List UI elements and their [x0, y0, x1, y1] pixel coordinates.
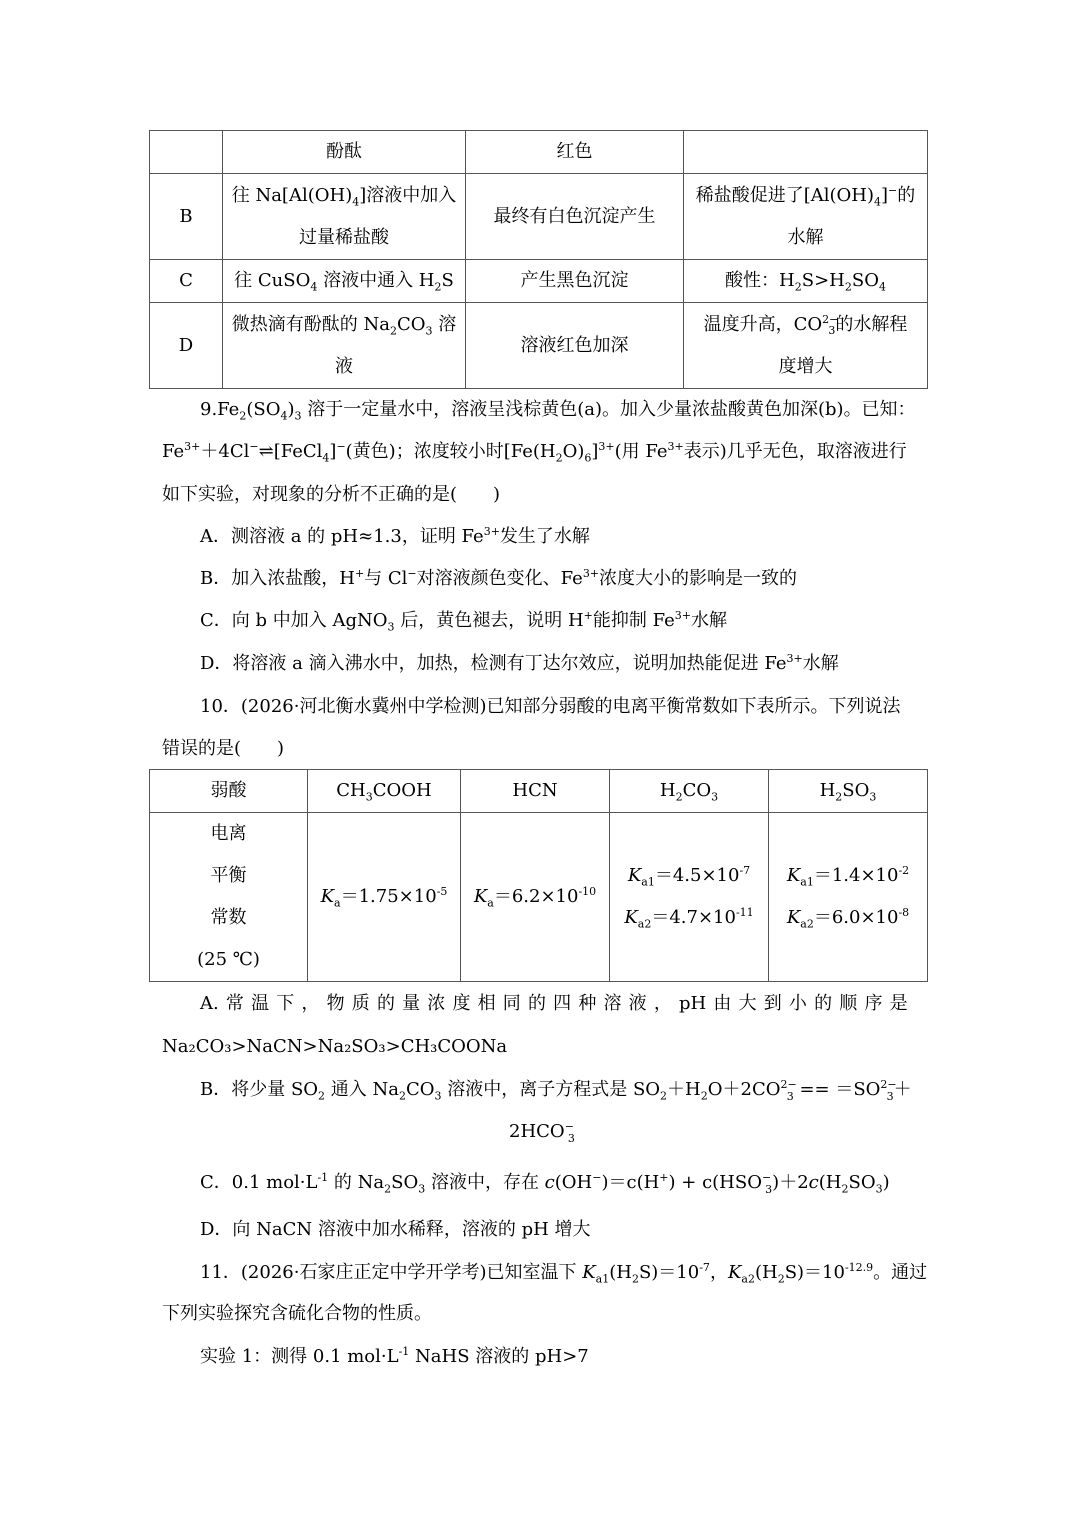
conclusion-cell: 酸性：$H_2S>H_2SO_4$ — [684, 260, 928, 303]
q9-option-a: A．测溶液 a 的 pH≈1.3，证明 $Fe^{3+}$发生了水解 — [200, 525, 590, 547]
value-cell: $K_{a1}=1.4\times 10^{-2}$ $K_{a2}=6.0\times 10^{-8}$ — [769, 813, 928, 982]
q10-option-a-line2: Na₂CO₃>NaCN>Na₂SO₃>CH₃COONa — [162, 1036, 508, 1057]
q10-option-a-word: 液 — [628, 993, 647, 1014]
phenomenon-cell: 红色 — [466, 131, 684, 174]
q10-option-a-word: 溶 — [603, 993, 622, 1014]
row-label-cell: 电离 平衡 常数 (25 ℃) — [150, 813, 308, 982]
experiment-table — [149, 130, 928, 389]
q10-option-d: D．向 NaCN 溶液中加水稀释，溶液的 pH 增大 — [200, 1219, 591, 1240]
q10-option-a-word: 相 — [477, 993, 496, 1014]
header-cell: 弱酸 — [150, 770, 308, 813]
value-cell: $K_a=1.75\times 10^{-5}$ — [308, 813, 461, 982]
table-row — [150, 303, 928, 389]
q10-option-a-word: 常 — [225, 993, 244, 1014]
q10-option-a-word: 是 — [889, 993, 908, 1014]
q10-option-b-line2: $2HCO^-_3$ — [509, 1120, 575, 1145]
operation-cell: 往 $Na[Al(OH)_4]$溶液中加入 过量稀盐酸 — [223, 174, 466, 260]
table-row — [150, 813, 928, 982]
q10-option-a-word: 序 — [864, 993, 883, 1014]
header-cell: $H_2CO_3$ — [610, 770, 769, 813]
q11-stem-line2: 下列实验探究含硫化合物的性质。 — [162, 1303, 432, 1324]
q10-option-a-word: 种 — [578, 993, 597, 1014]
q10-option-a-word: 的 — [376, 993, 395, 1014]
q10-option-a-word: 质 — [351, 993, 370, 1014]
q10-option-a-word: 温 — [251, 993, 270, 1014]
option-cell: C — [150, 260, 223, 303]
acid-constant-table — [149, 769, 928, 982]
table-row — [150, 260, 928, 303]
q10-option-a-word: 大 — [738, 993, 757, 1014]
q10-stem-line1: 10．(2026·河北衡水冀州中学检测)已知部分弱酸的电离平衡常数如下表所示。下列说法 — [200, 696, 901, 717]
q10-option-a-word: 同 — [502, 993, 521, 1014]
q10-option-a-word: ， — [301, 993, 320, 1014]
q10-option-a-word: 到 — [763, 993, 782, 1014]
q10-option-a-word: pH — [679, 993, 707, 1014]
q10-option-a-word: 小 — [788, 993, 807, 1014]
q10-option-a-word: ， — [653, 993, 672, 1014]
operation-cell: 往 CuSO$_4$ 溶液中通入 $H_2S$ — [223, 260, 466, 303]
q9-option-b: B．加入浓盐酸，H+与 Cl−对溶液颜色变化、$Fe^{3+}$浓度大小的影响是一致的 — [200, 567, 798, 589]
phenomenon-cell: 溶液红色加深 — [466, 303, 684, 389]
q11-stem-line1: 11．(2026·石家庄正定中学开学考)已知室温下 $K_{a1}(H_2S)=10^{-7}$，$K_{a2}(H_2S)=10^{-12.9}$。通过 — [200, 1261, 928, 1286]
operation-cell: 微热滴有酚酞的 $Na_2CO_3$ 溶 液 — [223, 303, 466, 389]
table-row — [150, 131, 928, 174]
q10-option-a-word: 由 — [713, 993, 732, 1014]
option-cell: B — [150, 174, 223, 260]
value-cell: $K_a=6.2\times 10^{-10}$ — [461, 813, 610, 982]
q10-option-a-line1 — [200, 992, 908, 1016]
q10-option-a-word: 下 — [276, 993, 295, 1014]
q10-option-a-word: 物 — [326, 993, 345, 1014]
q9-option-d: D．将溶液 a 滴入沸水中，加热，检测有丁达尔效应，说明加热能促进 $Fe^{3+}$水解 — [200, 652, 839, 674]
option-cell — [150, 131, 223, 174]
phenomenon-cell: 产生黑色沉淀 — [466, 260, 684, 303]
conclusion-cell — [684, 131, 928, 174]
table-header-row — [150, 770, 928, 813]
q10-option-b-line1: B．将少量 $SO_2$ 通入 $Na_2CO_3$ 溶液中，离子方程式是 $SO_2+H_2O+2CO^{2-}_3 == =SO^{2-}_3+$ — [200, 1078, 912, 1103]
q10-option-a-word: A. — [200, 993, 219, 1014]
conclusion-cell: 温度升高，$CO^{2-}_3$的水解程 度增大 — [684, 303, 928, 389]
q10-option-c: C．0.1 $mol\cdot L^{-1}$ 的 $Na_2SO_3$ 溶液中，存在 $c(OH^-)=c(H^+) + c(HSO^-_3)+2c(H_2SO_3)$ — [200, 1171, 890, 1196]
q9-option-c: C．向 b 中加入 AgNO$_3$ 后，黄色褪去，说明 H+能抑制 $Fe^{3+}$水解 — [200, 609, 727, 634]
q10-option-a-word: 的 — [527, 993, 546, 1014]
q9-stem-line3: 如下实验，对现象的分析不正确的是( ) — [162, 484, 501, 505]
q10-option-a-word: 四 — [553, 993, 572, 1014]
operation-cell: 酚酞 — [223, 131, 466, 174]
value-cell: $K_{a1}=4.5\times 10^{-7}$ $K_{a2}=4.7\times 10^{-11}$ — [610, 813, 769, 982]
header-cell: HCN — [461, 770, 610, 813]
q10-option-a-word: 浓 — [427, 993, 446, 1014]
q10-option-a-word: 顺 — [839, 993, 858, 1014]
table-row — [150, 174, 928, 260]
phenomenon-cell: 最终有白色沉淀产生 — [466, 174, 684, 260]
option-cell: D — [150, 303, 223, 389]
q11-experiment-1: 实验 1：测得 0.1 $mol\cdot L^{-1}$ NaHS 溶液的 pH>7 — [200, 1345, 589, 1367]
q10-option-a-word: 度 — [452, 993, 471, 1014]
q10-option-a-word: 的 — [814, 993, 833, 1014]
q10-option-a-word: 量 — [402, 993, 421, 1014]
equilibrium-arrow-icon: ⇌ — [258, 441, 274, 462]
q10-stem-line2: 错误的是( ) — [162, 738, 285, 759]
q9-stem-line2: $Fe^{3+}+4Cl^-\rightleftharpoons[FeCl_4]^-$(黄色)；浓度较小时$[Fe(H_2O)_6]^{3+}$(用 $Fe^{3+}$表示)几乎无色，取溶液进行 — [162, 440, 907, 465]
conclusion-cell: 稀盐酸促进了$[Al(OH)_4]^-$的 水解 — [684, 174, 928, 260]
header-cell: $CH_3COOH$ — [308, 770, 461, 813]
header-cell: $H_2SO_3$ — [769, 770, 928, 813]
q9-stem-line1: $9.Fe_2(SO_4)_3$ 溶于一定量水中，溶液呈浅棕黄色(a)。加入少量浓盐酸黄色加深(b)。已知： — [200, 399, 916, 423]
